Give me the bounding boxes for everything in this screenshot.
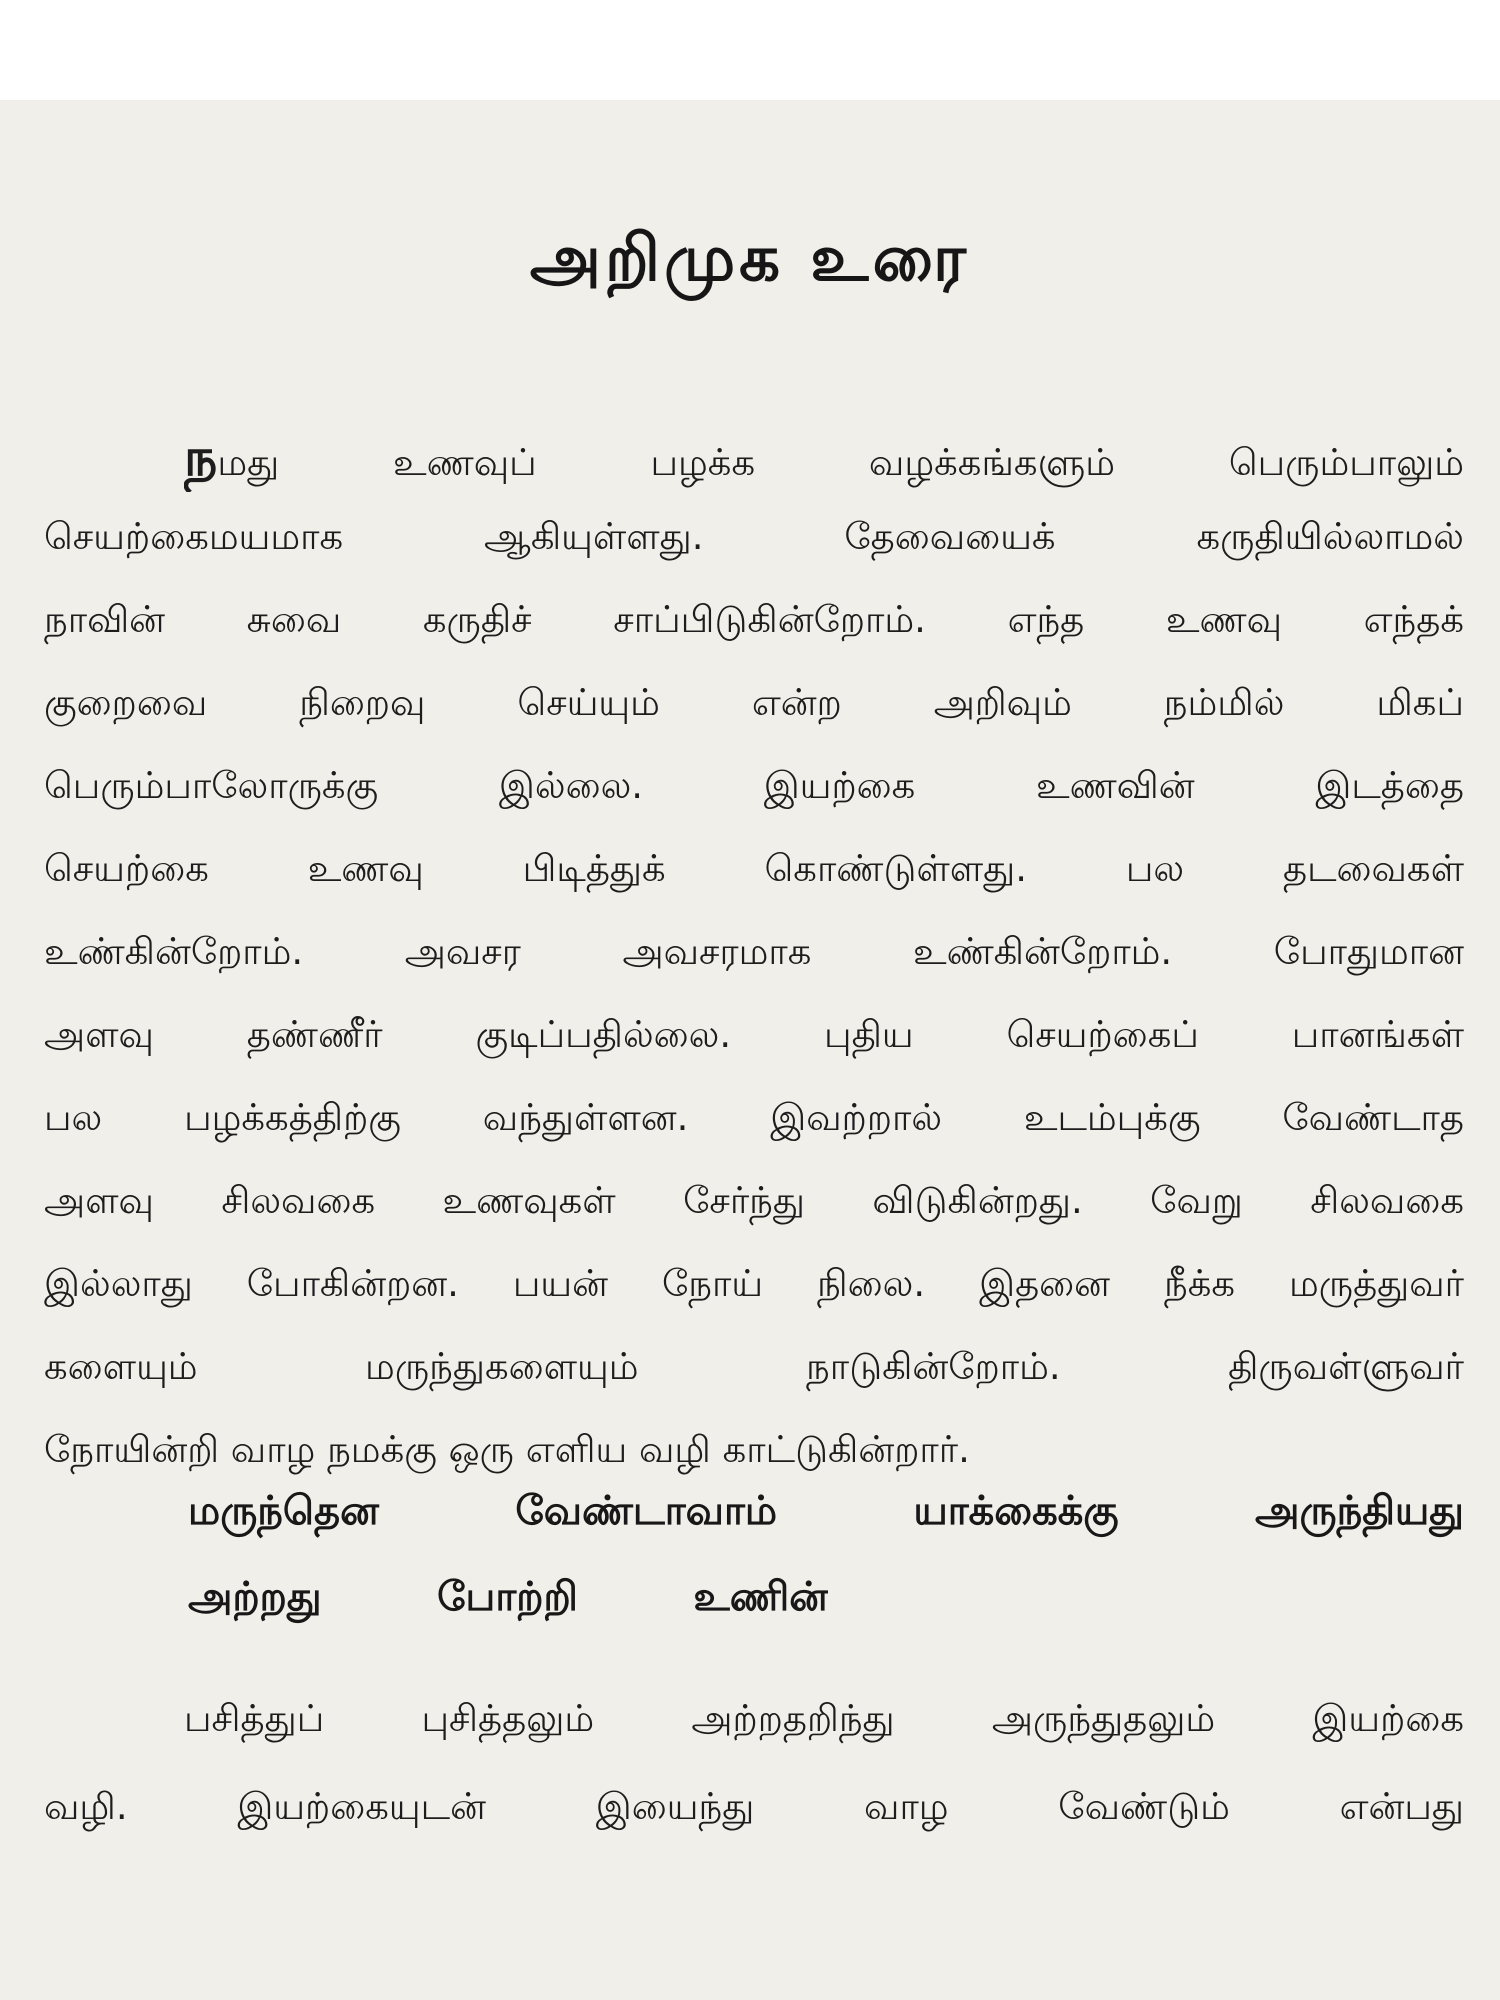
closing-line-1: பசித்துப் புசித்தலும் அற்றதறிந்து அருந்துதலும் இயற்கை — [184, 1697, 1464, 1740]
closing-line-2: வழி. இயற்கையுடன் இயைந்து வாழ வேண்டும் என்பது — [44, 1785, 1464, 1828]
intro-line-6: செயற்கை உணவு பிடித்துக் கொண்டுள்ளது. பல தடவைகள் — [44, 847, 1464, 890]
page-title: அறிமுக உரை — [529, 222, 971, 296]
intro-line-13: நோயின்றி வாழ நமக்கு ஒரு எளிய வழி காட்டுகின்றார். — [44, 1428, 970, 1471]
intro-line-8: அளவு தண்ணீர் குடிப்பதில்லை. புதிய செயற்கைப் பானங்கள் — [44, 1013, 1464, 1056]
intro-line-5: பெரும்பாலோருக்கு இல்லை. இயற்கை உணவின் இடத்தை — [44, 764, 1464, 807]
intro-line-7: உண்கின்றோம். அவசர அவசரமாக உண்கின்றோம். போதுமான — [44, 930, 1464, 973]
drop-cap: ந — [184, 432, 218, 488]
intro-line-4: குறைவை நிறைவு செய்யும் என்ற அறிவும் நம்மில் மிகப் — [44, 681, 1464, 724]
intro-line-1-text: மது உணவுப் பழக்க வழக்கங்களும் பெரும்பாலும் — [217, 441, 1464, 484]
couplet-line-1: மருந்தென வேண்டாவாம் யாக்கைக்கு அருந்தியது — [188, 1488, 1464, 1534]
intro-line-12: களையும் மருந்துகளையும் நாடுகின்றோம். திருவள்ளுவர் — [44, 1345, 1464, 1388]
intro-line-1 — [184, 432, 1464, 492]
intro-line-10: அளவு சிலவகை உணவுகள் சேர்ந்து விடுகின்றது. வேறு சிலவகை — [44, 1179, 1464, 1222]
intro-line-3: நாவின் சுவை கருதிச் சாப்பிடுகின்றோம். எந்த உணவு எந்தக் — [44, 598, 1464, 641]
couplet-line-2: அற்றது போற்றி உணின் — [188, 1574, 828, 1620]
intro-line-11: இல்லாது போகின்றன. பயன் நோய் நிலை. இதனை நீக்க மருத்துவர் — [44, 1262, 1464, 1305]
book-page — [0, 100, 1500, 2000]
intro-line-2: செயற்கைமயமாக ஆகியுள்ளது. தேவையைக் கருதியில்லாமல் — [44, 515, 1464, 558]
intro-line-9: பல பழக்கத்திற்கு வந்துள்ளன. இவற்றால் உடம்புக்கு வேண்டாத — [44, 1096, 1464, 1139]
